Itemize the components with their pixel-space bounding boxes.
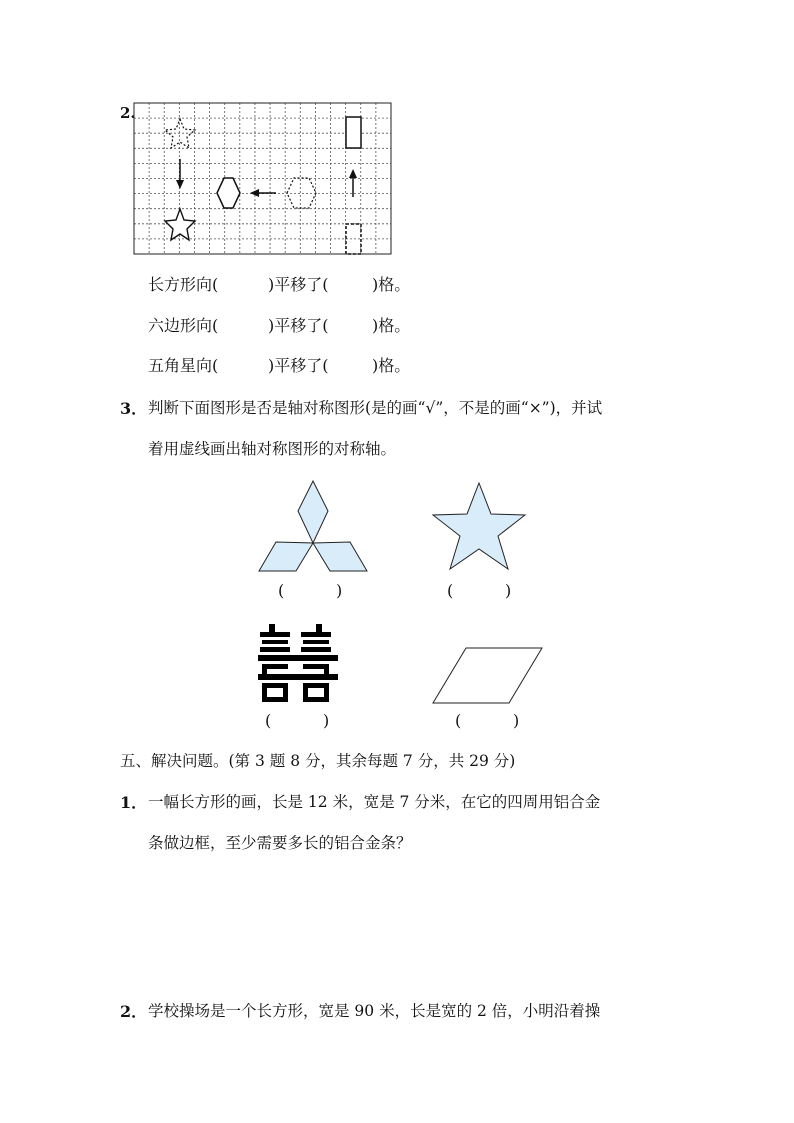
double-happiness-figure (258, 624, 338, 702)
q3-text-line1: 判断下面图形是否是轴对称图形(是的画“√”，不是的画“×”)，并试 (148, 399, 603, 417)
q3-text-line2: 着用虚线画出轴对称图形的对称轴。 (148, 440, 397, 458)
q2-line-text: )平移了( (268, 356, 329, 375)
problem1-number: 1． (120, 793, 148, 812)
problem2-number: 2． (120, 1002, 148, 1021)
q2-line-text: )格。 (372, 356, 411, 375)
q2-line-text: )格。 (372, 275, 411, 294)
answer-bracket: ( (447, 581, 454, 600)
answer-bracket: ( (265, 711, 272, 730)
q2-number: 2. (120, 104, 136, 122)
problem1-line2: 条做边框，至少需要多长的铝合金条？ (148, 834, 412, 852)
parallelogram-figure (433, 648, 542, 703)
q2-line-text: )格。 (372, 316, 411, 335)
three-rhombus-figure (259, 481, 367, 571)
section5-title: 五、解决问题。(第 3 题 8 分，其余每题 7 分，共 29 分) (120, 752, 516, 770)
answer-bracket: ) (505, 581, 512, 600)
q2-line-text: )平移了( (268, 316, 329, 335)
problem2-line1: 学校操场是一个长方形，宽是 90 米，长是宽的 2 倍，小明沿着操 (148, 1002, 601, 1020)
answer-bracket: ) (513, 711, 520, 730)
five-point-star-figure (433, 483, 525, 569)
q2-line-text: )平移了( (268, 275, 329, 294)
problem1-line1: 一幅长方形的画，长是 12 米，宽是 7 分米，在它的四周用铝合金 (148, 793, 601, 811)
answer-bracket: ( (455, 711, 462, 730)
answer-bracket: ( (278, 581, 285, 600)
q2-line-text: 五角星向( (148, 356, 219, 375)
answer-bracket: ) (323, 711, 330, 730)
q3-number: 3． (120, 399, 148, 418)
answer-bracket: ) (336, 581, 343, 600)
q2-line-text: 六边形向( (148, 316, 219, 335)
q2-line-text: 长方形向( (148, 275, 219, 294)
